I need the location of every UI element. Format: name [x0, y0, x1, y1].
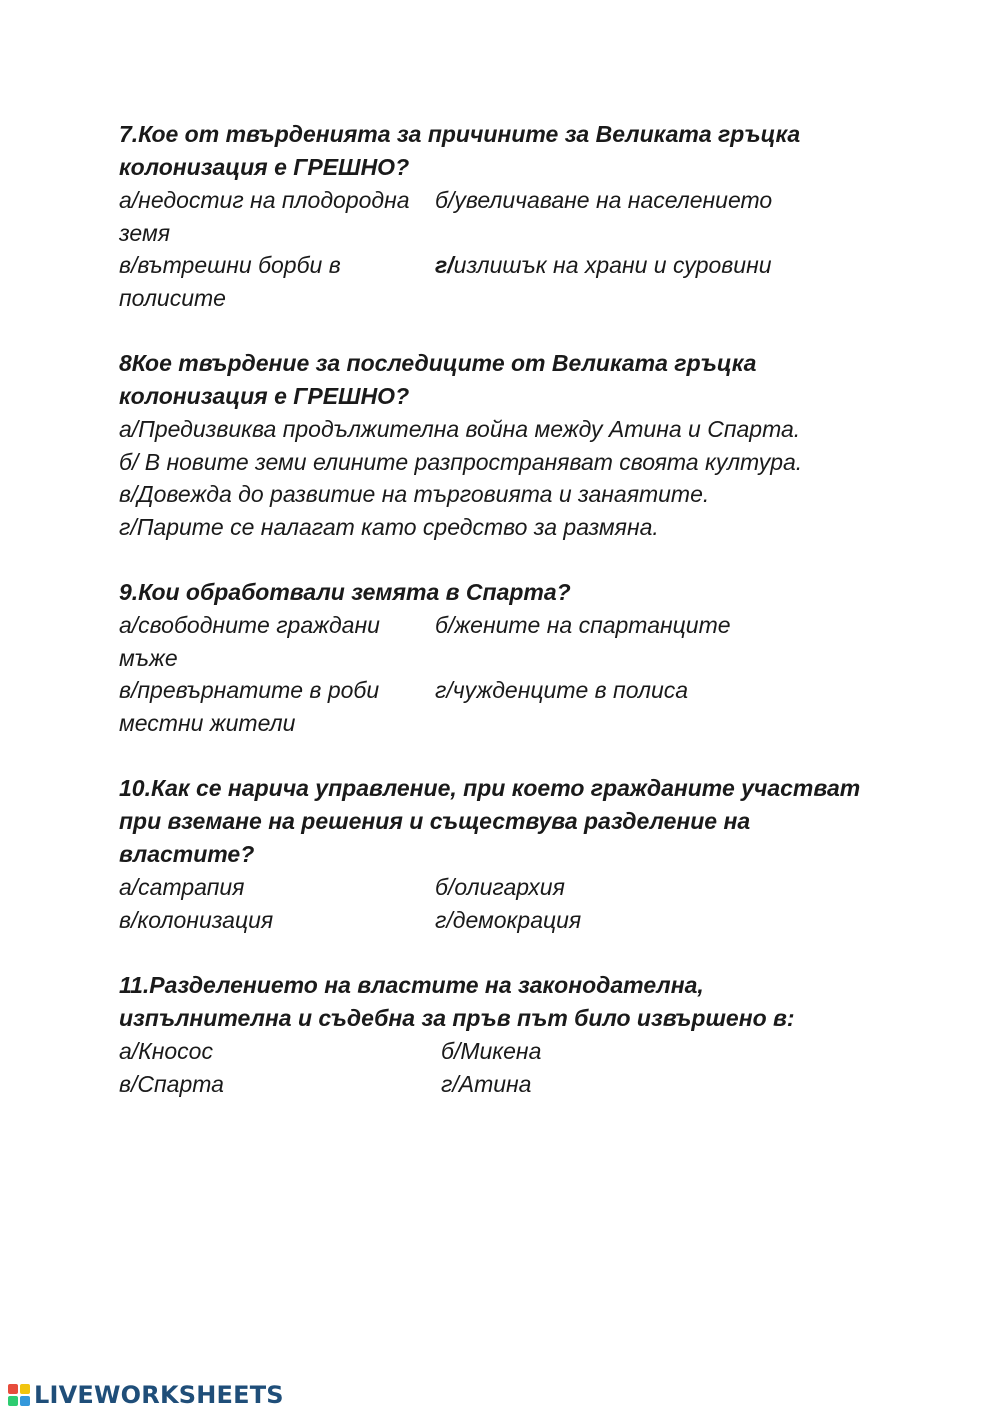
answer-a[interactable]: а/Кносос: [119, 1038, 213, 1064]
logo-tiles-icon: [8, 1384, 30, 1406]
question-title: 10.Как се нарича управление, при което гражданите участват при вземане на решения и съществува разделение на властите?: [119, 775, 861, 867]
question-10: [119, 772, 879, 936]
question-title: 8Кое твърдение за последиците от Великата гръцка колонизация е ГРЕШНО?: [119, 350, 757, 409]
answer-g[interactable]: г/Атина: [441, 1070, 532, 1097]
logo-tile: [8, 1396, 18, 1406]
answer-v[interactable]: в/превърнатите в роби местни жители: [119, 677, 380, 736]
answer-list: [119, 413, 879, 543]
question-9: [119, 576, 879, 739]
logo-text: LIVEWORKSHEETS: [34, 1381, 284, 1409]
answer-g-text: излишък на храни и суровини: [453, 252, 772, 278]
question-title: 9.Кои обработвали земята в Спарта?: [119, 579, 571, 605]
question-title: 7.Кое от твърденията за причините за Великата гръцка колонизация е ГРЕШНО?: [119, 121, 801, 180]
question-11: [119, 969, 879, 1100]
question-title: 11.Разделението на властите на законодателна, изпълнителна и съдебна за пръв път било извършено в:: [119, 972, 795, 1031]
answer-grid: [119, 609, 879, 739]
answer-v[interactable]: в/Довежда до развитие на търговията и занаятите.: [119, 481, 710, 507]
question-8: [119, 347, 879, 543]
answer-g[interactable]: г/Парите се налагат като средство за размяна.: [119, 513, 659, 540]
answer-grid: [119, 184, 879, 314]
answer-g[interactable]: [435, 249, 879, 314]
worksheet: [119, 118, 879, 1133]
answer-g[interactable]: г/демокрация: [435, 906, 582, 933]
answer-grid: [119, 1035, 879, 1100]
liveworksheets-logo[interactable]: [8, 1381, 284, 1409]
logo-tile: [20, 1384, 30, 1394]
answer-b[interactable]: б/жените на спартанците: [435, 612, 731, 638]
answer-g-prefix: г/: [435, 252, 454, 278]
answer-b[interactable]: б/ В новите земи елините разпространяват своята култура.: [119, 448, 803, 475]
answer-v[interactable]: в/колонизация: [119, 906, 274, 933]
answer-b[interactable]: б/увеличаване на населението: [435, 187, 773, 213]
question-7: [119, 118, 879, 314]
answer-g[interactable]: г/чужденците в полиса: [435, 677, 689, 703]
answer-v[interactable]: в/вътрешни борби в полисите: [119, 252, 341, 311]
answer-grid: [119, 871, 879, 936]
logo-tile: [20, 1396, 30, 1406]
answer-b[interactable]: б/Микена: [441, 1038, 542, 1064]
answer-a[interactable]: а/сатрапия: [119, 874, 245, 900]
answer-a[interactable]: а/Предизвиква продължителна война между Атина и Спарта.: [119, 416, 801, 442]
answer-a[interactable]: а/свободните граждани мъже: [119, 612, 380, 671]
logo-tile: [8, 1384, 18, 1394]
answer-a[interactable]: а/недостиг на плодородна земя: [119, 187, 410, 246]
answer-b[interactable]: б/олигархия: [435, 874, 565, 900]
answer-v[interactable]: в/Спарта: [119, 1070, 224, 1097]
